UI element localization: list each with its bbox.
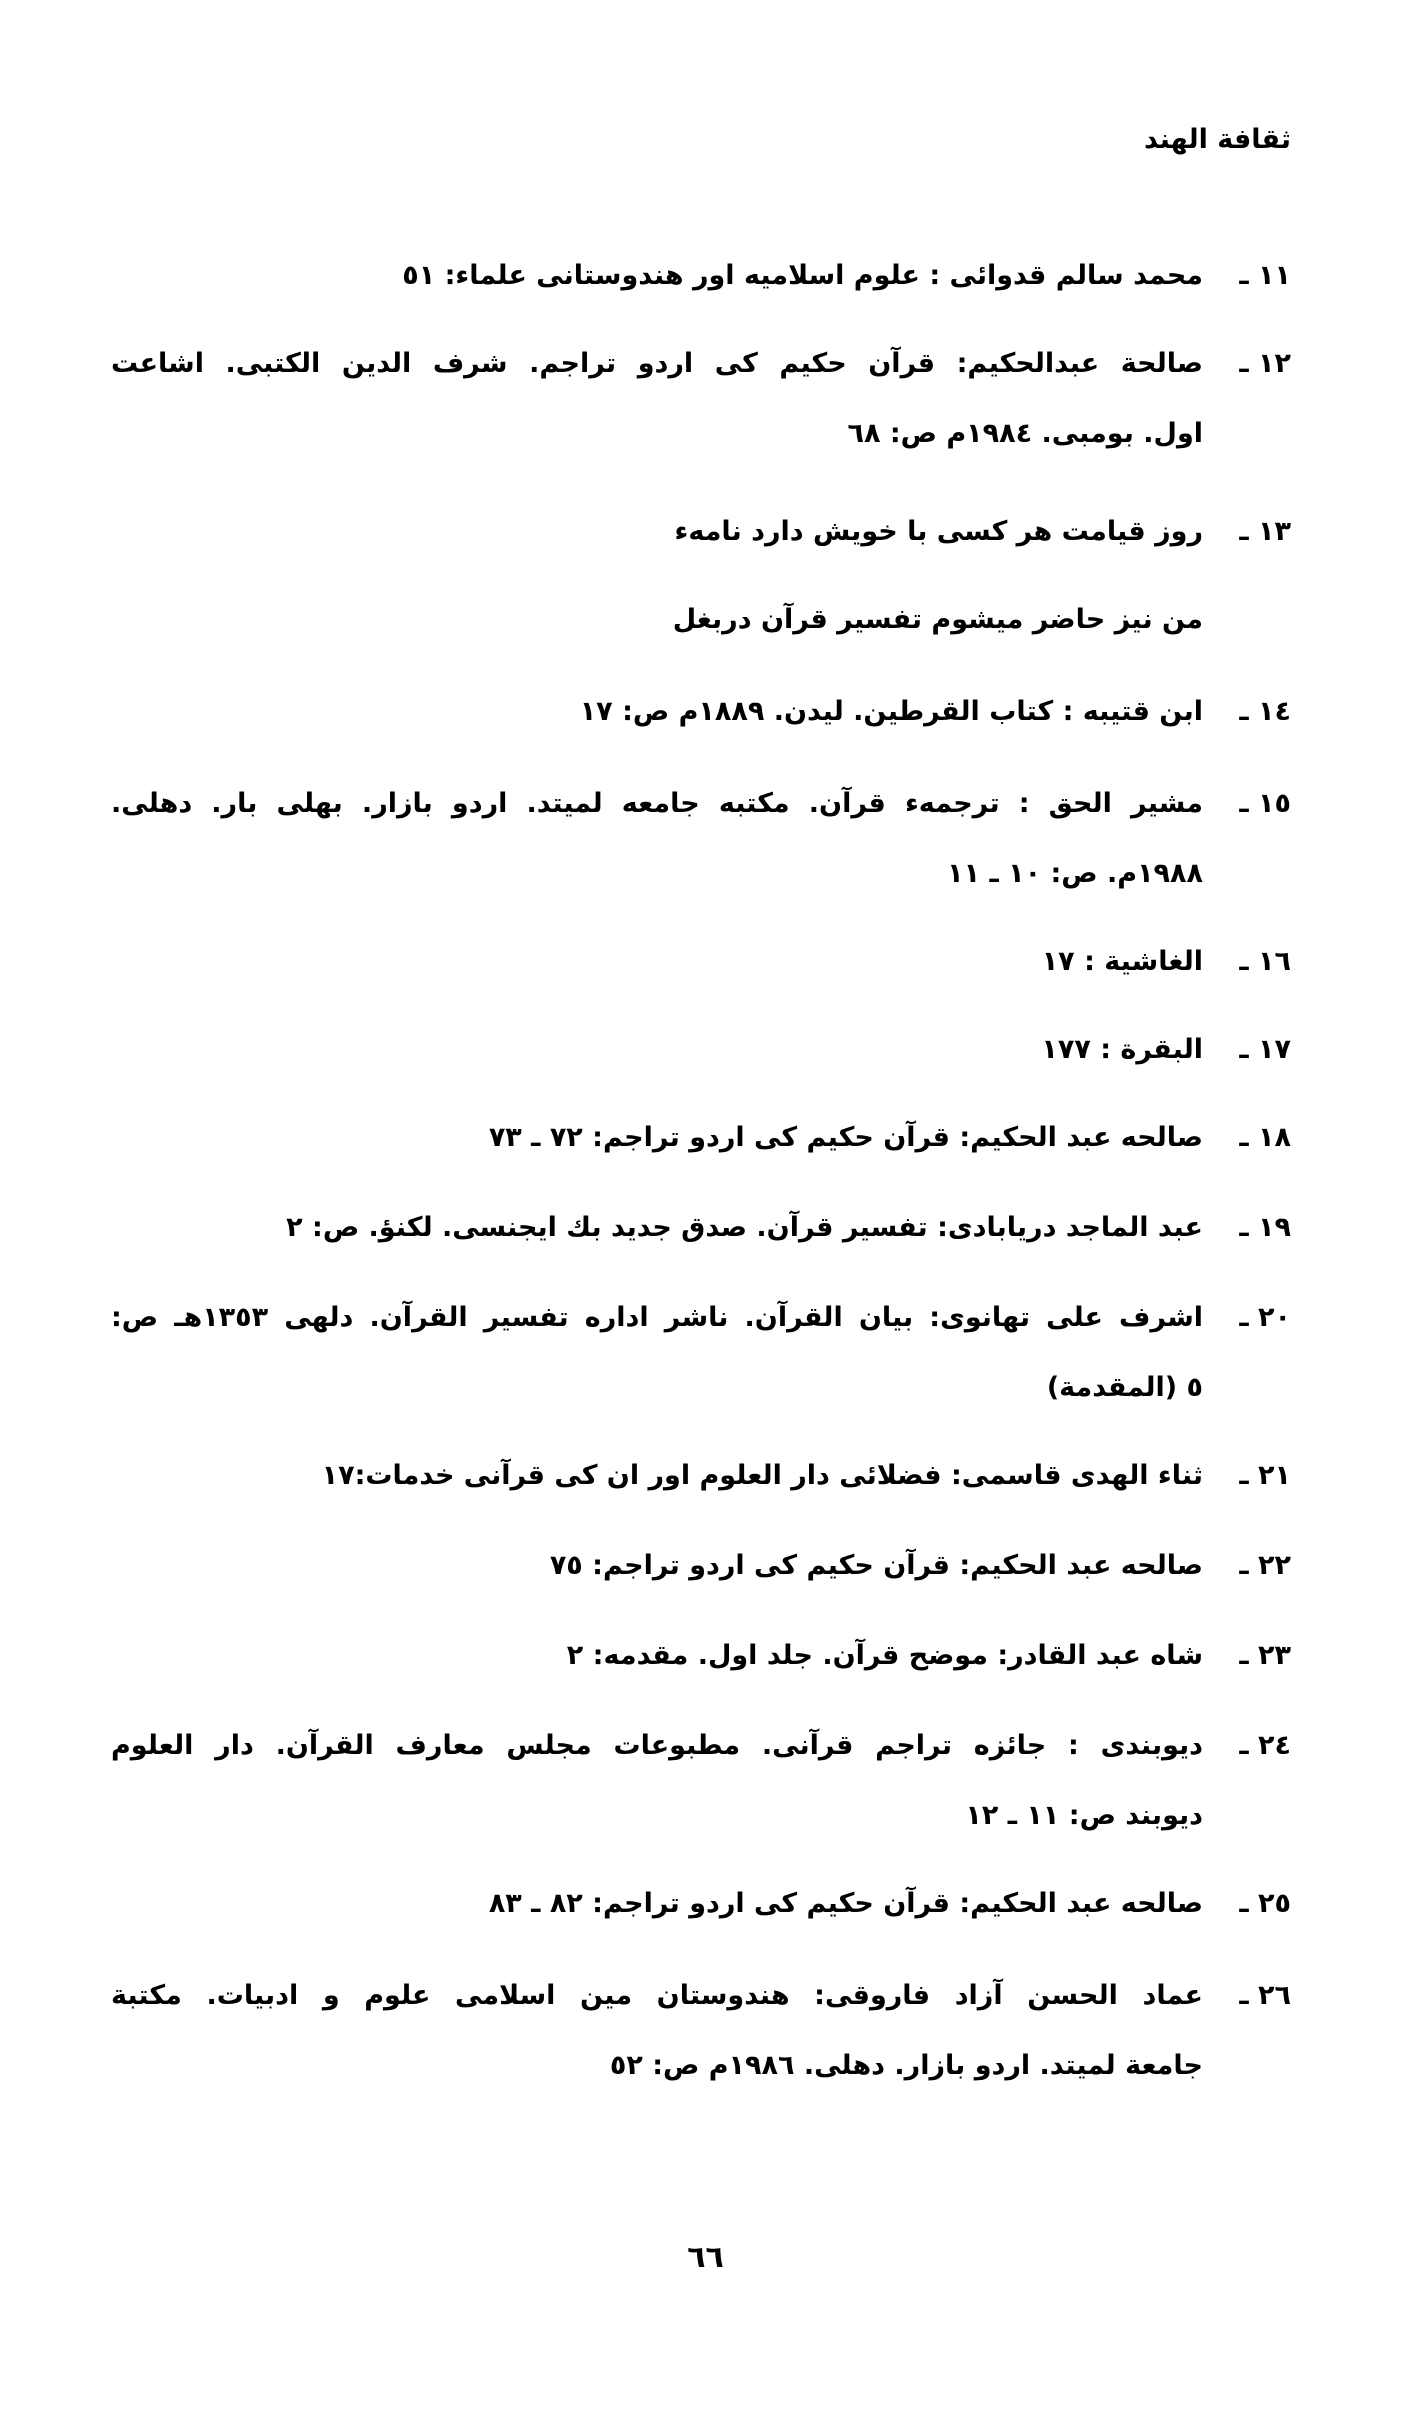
footnote-14 <box>111 698 1291 725</box>
footnote-text: صالحه عبد الحکیم: قرآن حکیم کی اردو تراجم: ٨٢ ـ ٨٣ <box>488 1888 1203 1919</box>
footnote-24 <box>111 1732 1291 1829</box>
footnote-text-continued: ٥ (المقدمة) <box>1046 1372 1203 1403</box>
footnote-21 <box>111 1462 1291 1489</box>
footnote-text-continued: ١٩٨٨م. ص: ١٠ ـ ١١ <box>947 858 1203 889</box>
footnote-text: صالحة عبدالحکیم: قرآن حکیم کی اردو تراجم. شرف الدین الکتبی. اشاعت <box>111 348 1203 379</box>
footnote-text: ثناء الهدی قاسمی: فضلائی دار العلوم اور ان کی قرآنی خدمات:١٧ <box>321 1460 1203 1491</box>
footnote-number: ١٧ ـ <box>1239 1034 1291 1065</box>
footnote-text: روز قیامت هر کسی با خویش دارد نامهء <box>674 516 1203 547</box>
page-number: ٦٦ <box>687 2240 724 2275</box>
footnote-number: ٢٦ ـ <box>1239 1980 1291 2011</box>
footnote-number: ١٢ ـ <box>1239 348 1291 379</box>
footnote-text: عماد الحسن آزاد فاروقی: هندوستان مین اسلامی علوم و ادبیات. مکتبة <box>111 1980 1203 2011</box>
footnote-15 <box>111 790 1291 887</box>
footnote-26 <box>111 1982 1291 2079</box>
footnote-number: ٢١ ـ <box>1239 1460 1291 1491</box>
footnote-19 <box>111 1214 1291 1241</box>
footnote-text-continued: اول. بومبی. ١٩٨٤م ص: ٦٨ <box>847 418 1203 449</box>
footnote-text: صالحه عبد الحکیم: قرآن حکیم کی اردو تراجم: ٧٢ ـ ٧٣ <box>488 1122 1203 1153</box>
footnote-number: ٢٢ ـ <box>1239 1550 1291 1581</box>
footnote-number: ١٩ ـ <box>1239 1212 1291 1243</box>
footnote-text: الغاشیة : ١٧ <box>1041 946 1203 977</box>
footnote-20 <box>111 1304 1291 1401</box>
footnote-text: شاه عبد القادر: موضح قرآن. جلد اول. مقدمه: ٢ <box>566 1640 1203 1671</box>
footnote-text: ابن قتیبه : کتاب القرطین. لیدن. ١٨٨٩م ص: ١٧ <box>579 696 1203 727</box>
footnote-number: ١٥ ـ <box>1239 788 1291 819</box>
footnote-17 <box>111 1036 1291 1063</box>
footnote-23 <box>111 1642 1291 1669</box>
footnote-18 <box>111 1124 1291 1151</box>
running-header: ثقافة الهند <box>1144 124 1291 155</box>
footnote-text: محمد سالم قدوائی : علوم اسلامیه اور هندوستانی علماء: ٥١ <box>402 260 1203 291</box>
footnote-number: ١٣ ـ <box>1239 516 1291 547</box>
footnote-13 <box>111 518 1291 545</box>
footnote-number: ٢٠ ـ <box>1239 1302 1291 1333</box>
footnote-number: ١٤ ـ <box>1239 696 1291 727</box>
verse-line: من نیز حاضر میشوم تفسیر قرآن دربغل <box>672 604 1203 635</box>
footnote-text: عبد الماجد دریابادی: تفسیر قرآن. صدق جدید بك ایجنسی. لکنؤ. ص: ٢ <box>286 1212 1203 1243</box>
footnote-text-continued: جامعة لمیتد. اردو بازار. دهلی. ١٩٨٦م ص: ٥٢ <box>609 2050 1203 2081</box>
footnote-text: صالحه عبد الحکیم: قرآن حکیم کی اردو تراجم: ٧٥ <box>549 1550 1203 1581</box>
footnote-number: ١١ ـ <box>1239 260 1291 291</box>
footnote-number: ٢٥ ـ <box>1239 1888 1291 1919</box>
footnote-11 <box>111 262 1291 289</box>
footnote-text: دیوبندی : جائزه تراجم قرآنی. مطبوعات مجلس معارف القرآن. دار العلوم <box>111 1730 1203 1761</box>
footnote-text: مشیر الحق : ترجمهء قرآن. مکتبه جامعه لمیتد. اردو بازار. بهلی بار. دهلی. <box>111 788 1203 819</box>
footnote-number: ٢٤ ـ <box>1239 1730 1291 1761</box>
footnote-22 <box>111 1552 1291 1579</box>
footnote-16 <box>111 948 1291 975</box>
footnote-12 <box>111 350 1291 447</box>
footnote-number: ١٨ ـ <box>1239 1122 1291 1153</box>
footnote-text: البقرة : ١٧٧ <box>1041 1034 1203 1065</box>
footnote-number: ٢٣ ـ <box>1239 1640 1291 1671</box>
footnote-number: ١٦ ـ <box>1239 946 1291 977</box>
footnote-text-continued: دیوبند ص: ١١ ـ ١٢ <box>965 1800 1203 1831</box>
footnote-text: اشرف علی تهانوی: بیان القرآن. ناشر اداره تفسیر القرآن. دلهی ١٣٥٣هـ ص: <box>111 1302 1203 1333</box>
footnote-25 <box>111 1890 1291 1917</box>
